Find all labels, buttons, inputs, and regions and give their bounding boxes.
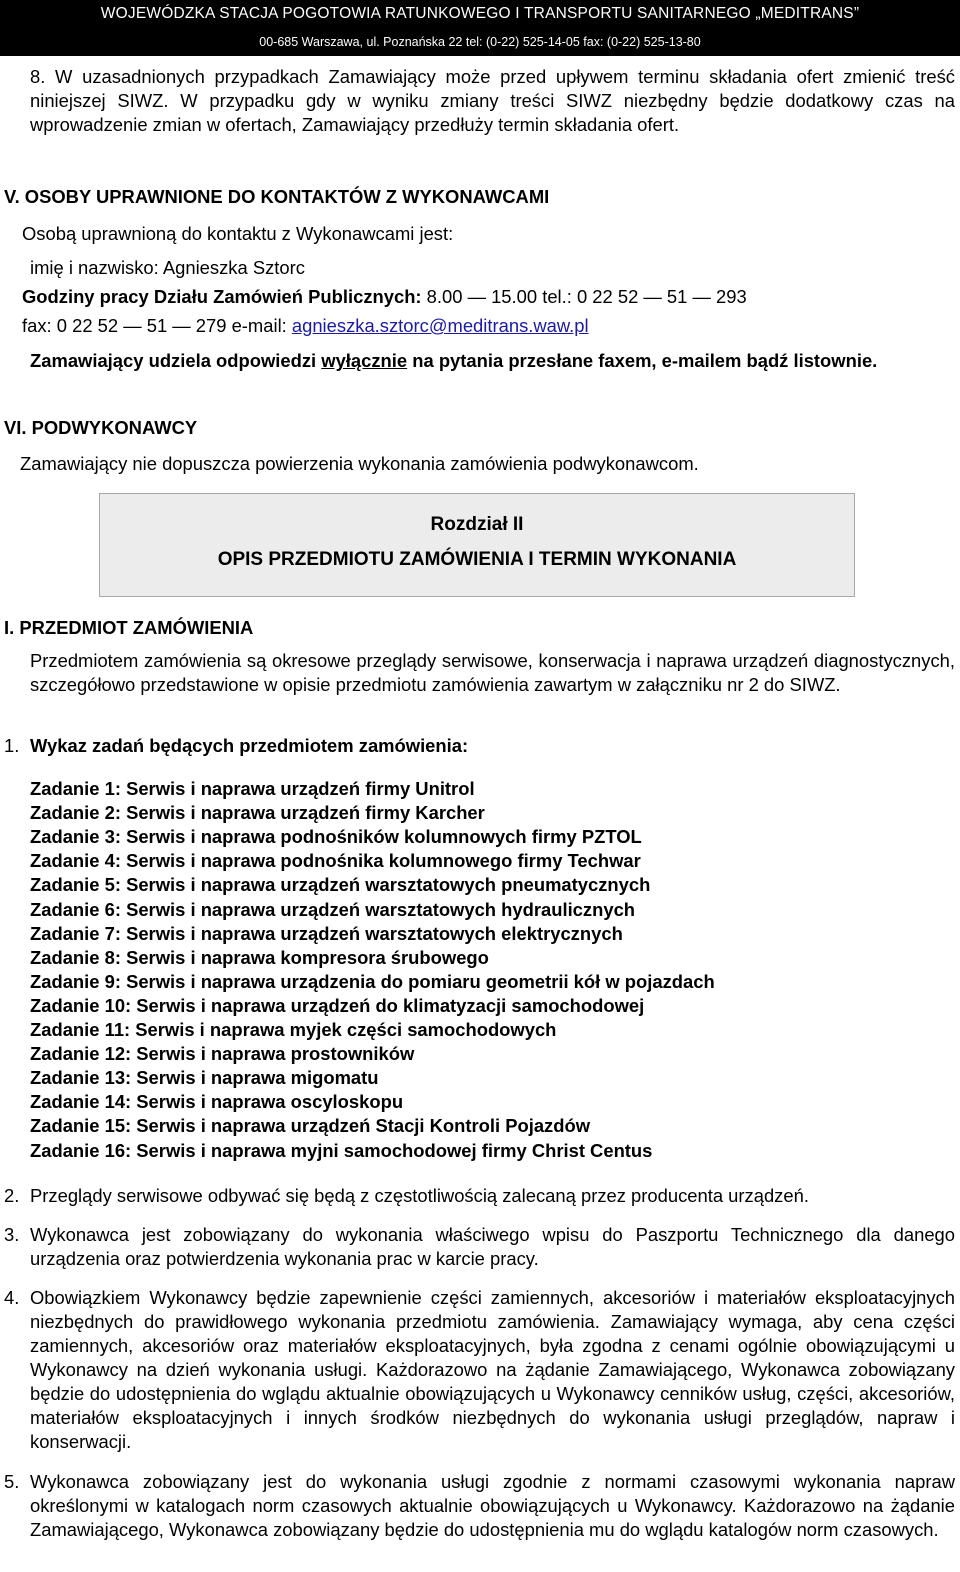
contact-hours (22, 285, 747, 309)
task-item: Zadanie 16: Serwis i naprawa myjni samochodowej firmy Christ Centus (30, 1139, 653, 1161)
notice-text-a: Zamawiający udziela odpowiedzi (30, 350, 322, 371)
section-i-text: Przedmiotem zamówienia są okresowe przeglądy serwisowe, konserwacja i naprawa urządzeń diagnostycznych, szczegółowo przedstawione w opisie przedmiotu zamówienia zawartym w załączniku nr 2 do SIWZ. (30, 650, 955, 695)
header-institution-name: WOJEWÓDZKA STACJA POGOTOWIA RATUNKOWEGO I TRANSPORTU SANITARNEGO „MEDITRANS” (100, 5, 860, 22)
task-item: Zadanie 2: Serwis i naprawa urządzeń firmy Karcher (30, 802, 485, 824)
task-item: Zadanie 5: Serwis i naprawa urządzeń warsztatowych pneumatycznych (30, 874, 651, 896)
task-item: Zadanie 1: Serwis i naprawa urządzeń firmy Unitrol (30, 778, 475, 799)
contact-fax-email (22, 314, 589, 338)
email-link[interactable]: agnieszka.sztorc@meditrans.waw.pl (291, 315, 589, 336)
section-vi-heading: VI. PODWYKONAWCY (4, 417, 198, 438)
contact-intro: Osobą uprawnioną do kontaktu z Wykonawcami jest: (22, 223, 454, 244)
task-item: Zadanie 9: Serwis i naprawa urządzenia do pomiaru geometrii kół w pojazdach (30, 970, 715, 992)
notice-text-b: na pytania przesłane faxem, e-mailem bądź listownie. (407, 350, 878, 371)
chapter-box (99, 493, 855, 597)
list-3-text: Wykonawca jest zobowiązany do wykonania właściwego wpisu do Paszportu Technicznego dla danego urządzenia oraz potwierdzenia wykonania prac w karcie pracy. (30, 1224, 955, 1269)
list-5-number: 5. (4, 1471, 20, 1492)
list-1-text: Wykaz zadań będących przedmiotem zamówienia: (30, 735, 469, 756)
task-item: Zadanie 15: Serwis i naprawa urządzeń Stacji Kontroli Pojazdów (30, 1115, 591, 1137)
chapter-subtitle: OPIS PRZEDMIOTU ZAMÓWIENIA I TERMIN WYKONANIA (217, 549, 737, 570)
list-5-text: Wykonawca zobowiązany jest do wykonania usługi zgodnie z normami czasowymi wykonania napraw określonymi w katalogach norm czasowych aktualnie obowiązujących u Wykonawcy. Każdorazowo na żądanie Zamawiającego, Wykonawca zobowiązany będzie do udostępnienia mu do wglądu katalogów norm czasowych. (30, 1471, 955, 1540)
task-item: Zadanie 8: Serwis i naprawa kompresora śrubowego (30, 946, 489, 968)
list-3-number: 3. (4, 1224, 20, 1245)
task-item: Zadanie 12: Serwis i naprawa prostowników (30, 1043, 415, 1065)
contact-name: imię i nazwisko: Agnieszka Sztorc (30, 257, 305, 278)
task-item: Zadanie 3: Serwis i naprawa podnośników kolumnowych firmy PZTOL (30, 826, 642, 848)
task-item: Zadanie 4: Serwis i naprawa podnośnika kolumnowego firmy Techwar (30, 850, 641, 872)
list-2-number: 2. (4, 1185, 20, 1206)
section-v-heading: V. OSOBY UPRAWNIONE DO KONTAKTÓW Z WYKONAWCAMI (4, 186, 550, 207)
task-item: Zadanie 11: Serwis i naprawa myjek części samochodowych (30, 1019, 557, 1040)
hours-label: Godziny pracy Działu Zamówień Publicznych: (22, 286, 422, 307)
list-4-number: 4. (4, 1287, 20, 1308)
chapter-title: Rozdział II (430, 514, 524, 535)
task-item: Zadanie 13: Serwis i naprawa migomatu (30, 1067, 379, 1089)
paragraph-item-8: 8. W uzasadnionych przypadkach Zamawiający może przed upływem terminu składania ofert zmienić treść niniejszej SIWZ. W przypadku gdy w wyniku zmiany treści SIWZ niezbędny będzie dodatkowy czas na wprowadzenie zmian w ofertach, Zamawiający przedłuży termin składania ofert. (30, 66, 955, 135)
task-item: Zadanie 7: Serwis i naprawa urządzeń warsztatowych elektrycznych (30, 922, 623, 944)
list-4-text: Obowiązkiem Wykonawcy będzie zapewnienie części zamiennych, akcesoriów i materiałów eksploatacyjnych niezbędnych do prawidłowego wykonania przedmiotu zamówienia. Zamawiający wymaga, aby cena części zamiennych, akcesoriów oraz materiałów eksploatacyjnych, była zgodna z cenami ogólnie obowiązującymi u Wykonawcy na dzień wykonania usługi. Każdorazowo na żądanie Zamawiającego, Wykonawca zobowiązany będzie do udostępnienia do wglądu aktualnie obowiązujących u Wykonawcy cenników usług, części, akcesoriów, materiałów eksploatacyjnych i innych środków niezbędnych do wykonania usługi przeglądów, napraw i konserwacji. (30, 1287, 955, 1452)
fax-label: fax: 0 22 52 — 51 — 279 e-mail: (22, 315, 292, 336)
section-i-heading: I. PRZEDMIOT ZAMÓWIENIA (4, 617, 254, 638)
notice-emphasis: wyłącznie (321, 350, 408, 371)
task-item: Zadanie 10: Serwis i naprawa urządzeń do klimatyzacji samochodowej (30, 994, 645, 1016)
task-item: Zadanie 14: Serwis i naprawa oscyloskopu (30, 1091, 404, 1113)
contact-notice (30, 349, 955, 373)
hours-value: 8.00 — 15.00 tel.: 0 22 52 — 51 — 293 (421, 286, 747, 307)
section-vi-text: Zamawiający nie dopuszcza powierzenia wykonania zamówienia podwykonawcom. (20, 453, 699, 474)
header-address: 00-685 Warszawa, ul. Poznańska 22 tel: (0-22) 525-14-05 fax: (0-22) 525-13-80 (259, 35, 701, 49)
list-2-text: Przeglądy serwisowe odbywać się będą z częstotliwością zalecaną przez producenta urządzeń. (30, 1185, 809, 1206)
task-item: Zadanie 6: Serwis i naprawa urządzeń warsztatowych hydraulicznych (30, 898, 636, 920)
list-1-number: 1. (4, 735, 20, 756)
